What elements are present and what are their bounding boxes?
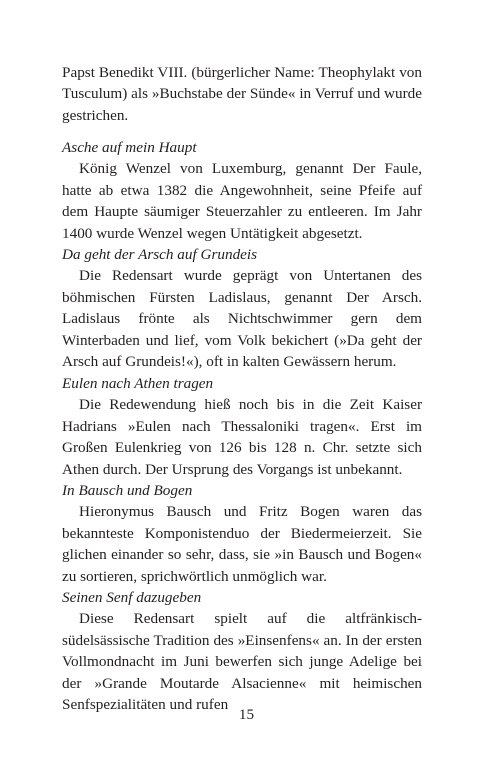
section-body: Die Redewendung hieß noch bis in die Zeit Kaiser Hadrians »Eulen nach Thessaloniki tragen«. Erst im Großen Eulenkrieg von 126 bis 128 n. Chr. setzte sich Athen durch. Der Ursprung des Vorgangs ist unbekannt.	[62, 396, 422, 478]
section-heading: Seinen Senf dazugeben	[62, 589, 202, 606]
section-body: Hieronymus Bausch und Fritz Bogen waren das bekannteste Komponistenduo der Biedermeierzeit. Sie glichen einander so sehr, dass, sie »in Bausch und Bogen« zu sortieren, sprichwörtlich unmöglich war.	[62, 503, 422, 585]
section-body: König Wenzel von Luxemburg, genannt Der Faule, hatte ab etwa 1382 die Angewohnheit, seine Pfeife auf dem Haupte säumiger Steuerzahler zu entleeren. Im Jahr 1400 wurde Wenzel wegen Untätigkeit abgesetzt.	[62, 160, 422, 242]
section-arsch-auf-grundeis	[62, 244, 422, 372]
section-bausch-und-bogen	[62, 480, 422, 587]
section-eulen-nach-athen	[62, 373, 422, 480]
intro-paragraph: Papst Benedikt VIII. (bürgerlicher Name: Theophylakt von Tusculum) als »Buchstabe der Sünde« in Verruf und wurde gestrichen.	[62, 64, 422, 124]
section-heading: Eulen nach Athen tragen	[62, 375, 214, 392]
section-asche-auf-mein-haupt	[62, 137, 422, 244]
section-heading: In Bausch und Bogen	[62, 482, 193, 499]
section-heading: Da geht der Arsch auf Grundeis	[62, 246, 258, 263]
section-body: Die Redensart wurde geprägt von Untertanen des böhmischen Fürsten Ladislaus, genannt Der Arsch. Ladislaus frönte als Nichtschwimmer gern dem Winterbaden und lief, vom Volk bekichert (»Da geht der Arsch auf Grundeis!«), oft in kalten Gewässern herum.	[62, 267, 422, 371]
section-senf-dazugeben	[62, 587, 422, 715]
section-body: Diese Redensart spielt auf die altfränkisch-südelsässische Tradition des »Einsenfens« an. In der ersten Vollmondnacht im Juni bewerfen sich junge Adelige bei der »Grande Moutarde Alsacienne« mit heimischen Senfspezialitäten und rufen	[62, 610, 422, 714]
section-heading: Asche auf mein Haupt	[62, 139, 197, 156]
page-number: 15	[238, 706, 255, 723]
